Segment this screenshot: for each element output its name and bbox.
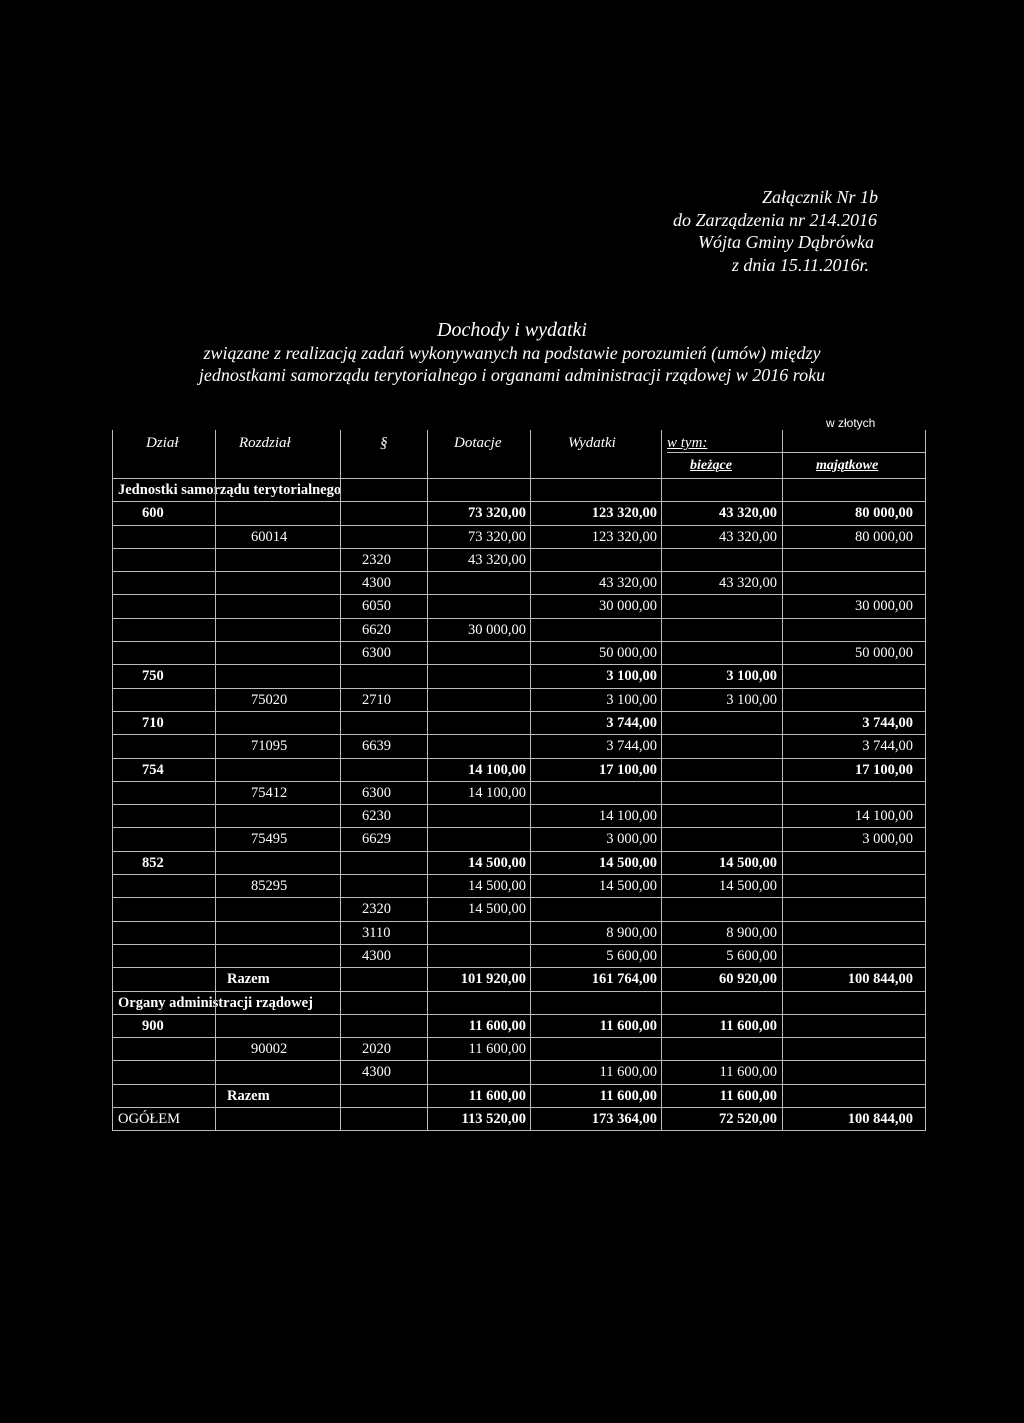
- section-label: Jednostki samorządu terytorialnego: [118, 482, 342, 498]
- cell-rozdzial: 60014: [251, 528, 288, 545]
- grid-line: [340, 430, 341, 1131]
- cell-bie: 11 600,00: [719, 1087, 777, 1104]
- cell-dzial: 710: [142, 714, 164, 731]
- cell-wyd: 14 100,00: [599, 808, 657, 825]
- table-row: [112, 805, 926, 828]
- table-row: [112, 945, 926, 968]
- cell-wyd: 11 600,00: [599, 1087, 657, 1104]
- cell-paragraf: 6050: [362, 598, 391, 615]
- cell-maj: 80 000,00: [855, 528, 913, 545]
- header-dotacje: Dotacje: [454, 435, 502, 451]
- total-label: Razem: [227, 1087, 270, 1104]
- table-row: [112, 852, 926, 875]
- table-row: [112, 922, 926, 945]
- cell-bie: 5 600,00: [726, 947, 777, 964]
- cell-maj: 80 000,00: [855, 505, 913, 522]
- total-label: Razem: [227, 971, 270, 988]
- cell-paragraf: 4300: [362, 1064, 391, 1081]
- total-row: [112, 1085, 926, 1108]
- cell-dzial: 754: [142, 761, 164, 778]
- cell-paragraf: 6230: [362, 808, 391, 825]
- header-w-tym: w tym:: [667, 435, 708, 451]
- cell-wyd: 43 320,00: [599, 575, 657, 592]
- cell-dot: 14 500,00: [468, 878, 526, 895]
- grid-line: [427, 430, 428, 1131]
- cell-maj: 17 100,00: [855, 761, 913, 778]
- table-row: [112, 689, 926, 712]
- title-subtitle-line1: związane z realizacją zadań wykonywanych na podstawie porozumień (umów) między: [203, 343, 821, 363]
- cell-dzial: 852: [142, 854, 164, 871]
- cell-bie: 72 520,00: [719, 1111, 777, 1128]
- cell-bie: 8 900,00: [726, 924, 777, 941]
- cell-paragraf: 6639: [362, 738, 391, 755]
- cell-maj: 3 744,00: [862, 738, 913, 755]
- grid-line: [530, 430, 531, 1131]
- table-row: [112, 898, 926, 921]
- grid-line: [215, 430, 216, 1131]
- cell-dot: 11 600,00: [468, 1087, 526, 1104]
- table-row: [112, 782, 926, 805]
- cell-bie: 11 600,00: [719, 1064, 777, 1081]
- attachment-header: [600, 186, 900, 276]
- cell-bie: 3 100,00: [726, 691, 777, 708]
- cell-paragraf: 6620: [362, 621, 391, 638]
- grand-total-row: [112, 1108, 926, 1131]
- cell-wyd: 14 500,00: [599, 878, 657, 895]
- cell-rozdzial: 85295: [251, 878, 288, 895]
- header-subdivider: [667, 452, 926, 453]
- cell-maj: 3 744,00: [862, 714, 913, 731]
- cell-wyd: 123 320,00: [591, 528, 657, 545]
- header-majatkowe: majątkowe: [816, 458, 879, 473]
- cell-dot: 14 100,00: [468, 784, 526, 801]
- cell-dzial: 750: [142, 668, 164, 685]
- cell-maj: 30 000,00: [855, 598, 913, 615]
- cell-paragraf: 3110: [362, 924, 391, 941]
- cell-rozdzial: 75412: [251, 784, 288, 801]
- table-row: [112, 665, 926, 688]
- table-row: [112, 526, 926, 549]
- header-dzial: Dział: [146, 435, 179, 451]
- table-row: [112, 828, 926, 851]
- cell-paragraf: 2320: [362, 551, 391, 568]
- grid-line: [925, 430, 926, 1131]
- grid-line: [112, 430, 113, 1131]
- cell-wyd: 50 000,00: [599, 645, 657, 662]
- cell-dot: 11 600,00: [468, 1041, 526, 1058]
- header-wydatki: Wydatki: [568, 435, 616, 451]
- cell-dot: 14 500,00: [468, 901, 526, 918]
- issue-date: z dnia 15.11.2016r.: [731, 254, 869, 275]
- table-row: [112, 735, 926, 758]
- cell-dot: 30 000,00: [468, 621, 526, 638]
- cell-wyd: 3 100,00: [606, 668, 657, 685]
- cell-rozdzial: 75020: [251, 691, 288, 708]
- cell-bie: 43 320,00: [719, 505, 777, 522]
- grid-line: [782, 430, 783, 1131]
- cell-dot: 101 920,00: [460, 971, 526, 988]
- cell-dzial: 600: [142, 505, 164, 522]
- cell-dot: 43 320,00: [468, 551, 526, 568]
- cell-wyd: 3 100,00: [606, 691, 657, 708]
- table-row: [112, 1015, 926, 1038]
- cell-bie: 11 600,00: [719, 1017, 777, 1034]
- cell-paragraf: 2320: [362, 901, 391, 918]
- cell-paragraf: 6300: [362, 645, 391, 662]
- grand-total-label: OGÓŁEM: [118, 1111, 181, 1128]
- cell-wyd: 5 600,00: [606, 947, 657, 964]
- table-row: [112, 502, 926, 525]
- table-row: [112, 572, 926, 595]
- cell-maj: 3 000,00: [862, 831, 913, 848]
- cell-dot: 113 520,00: [461, 1111, 526, 1128]
- document-title: [0, 318, 1024, 386]
- cell-bie: 43 320,00: [719, 528, 777, 545]
- cell-maj: 100 844,00: [847, 1111, 913, 1128]
- grid-line: [661, 430, 662, 1131]
- cell-paragraf: 4300: [362, 575, 391, 592]
- cell-wyd: 123 320,00: [591, 505, 657, 522]
- table-row: [112, 1061, 926, 1084]
- table-row: [112, 759, 926, 782]
- cell-paragraf: 6300: [362, 784, 391, 801]
- table-row: [112, 642, 926, 665]
- title-main: Dochody i wydatki: [437, 319, 587, 341]
- table-row: [112, 1038, 926, 1061]
- total-row: [112, 968, 926, 991]
- cell-wyd: 3 744,00: [606, 738, 657, 755]
- header-biezace: bieżące: [690, 458, 732, 473]
- table-row: [112, 595, 926, 618]
- cell-paragraf: 2020: [362, 1041, 391, 1058]
- cell-dot: 73 320,00: [468, 505, 526, 522]
- section-row: [112, 479, 926, 502]
- header-rozdzial: Rozdział: [239, 435, 291, 451]
- cell-paragraf: 6629: [362, 831, 391, 848]
- cell-wyd: 11 600,00: [599, 1064, 657, 1081]
- table-row: [112, 712, 926, 735]
- cell-maj: 14 100,00: [855, 808, 913, 825]
- header-paragraf: §: [380, 435, 388, 451]
- cell-wyd: 173 364,00: [591, 1111, 657, 1128]
- cell-rozdzial: 75495: [251, 831, 288, 848]
- cell-paragraf: 2710: [362, 691, 391, 708]
- cell-dot: 14 500,00: [468, 854, 526, 871]
- cell-bie: 43 320,00: [719, 575, 777, 592]
- title-subtitle-line2: jednostkami samorządu terytorialnego i organami administracji rządowej w 2016 roku: [198, 365, 826, 385]
- cell-dot: 14 100,00: [468, 761, 526, 778]
- cell-wyd: 17 100,00: [599, 761, 657, 778]
- cell-wyd: 8 900,00: [606, 924, 657, 941]
- cell-dzial: 900: [142, 1017, 164, 1034]
- section-row: [112, 992, 926, 1015]
- currency-unit: w złotych: [826, 416, 876, 430]
- cell-maj: 50 000,00: [855, 645, 913, 662]
- table-row: [112, 875, 926, 898]
- cell-dot: 73 320,00: [468, 528, 526, 545]
- cell-rozdzial: 71095: [251, 738, 288, 755]
- cell-wyd: 11 600,00: [599, 1017, 657, 1034]
- cell-wyd: 14 500,00: [599, 854, 657, 871]
- cell-dot: 11 600,00: [468, 1017, 526, 1034]
- cell-rozdzial: 90002: [251, 1041, 288, 1058]
- cell-bie: 60 920,00: [719, 971, 777, 988]
- cell-bie: 14 500,00: [719, 878, 777, 895]
- cell-bie: 14 500,00: [719, 854, 777, 871]
- ordinance-reference: do Zarządzenia nr 214.2016: [672, 209, 877, 230]
- section-label: Organy administracji rządowej: [118, 994, 313, 1011]
- cell-wyd: 3 000,00: [606, 831, 657, 848]
- cell-bie: 3 100,00: [726, 668, 777, 685]
- table-header: [112, 430, 926, 479]
- attachment-number: Załącznik Nr 1b: [761, 187, 878, 207]
- cell-maj: 100 844,00: [847, 971, 913, 988]
- budget-table: [112, 430, 926, 1131]
- table-row: [112, 549, 926, 572]
- cell-wyd: 3 744,00: [606, 714, 657, 731]
- cell-paragraf: 4300: [362, 947, 391, 964]
- cell-wyd: 30 000,00: [599, 598, 657, 615]
- issuer: Wójta Gminy Dąbrówka: [698, 232, 874, 252]
- cell-wyd: 161 764,00: [591, 971, 657, 988]
- table-row: [112, 619, 926, 642]
